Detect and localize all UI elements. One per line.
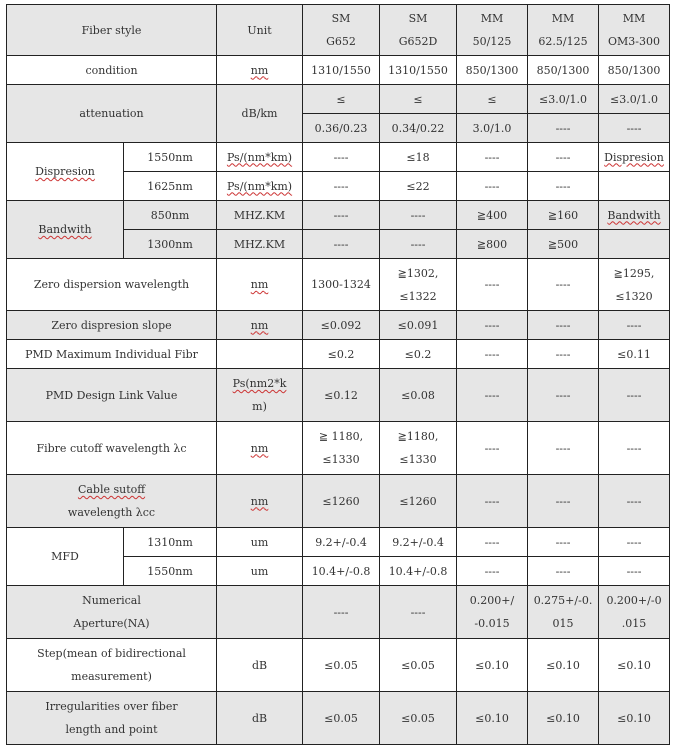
- value-cell: ≤0.10: [528, 639, 599, 692]
- value-cell: ----: [303, 143, 380, 172]
- value-cell: 10.4+/-0.8: [303, 557, 380, 586]
- fiber-style-header: Fiber style: [7, 5, 217, 56]
- unit-cell: Ps(nm2*k m): [217, 369, 303, 422]
- value-cell: ----: [599, 475, 670, 528]
- value-cell: 1310/1550: [303, 56, 380, 85]
- sub-label: 1625nm: [124, 172, 217, 201]
- value-cell: ----: [599, 311, 670, 340]
- bandwidth-row: [7, 201, 670, 230]
- value-cell: ----: [599, 114, 670, 143]
- value-cell: ----: [380, 230, 457, 259]
- unit-cell: [217, 586, 303, 639]
- zero-dispersion-wavelength-row: [7, 259, 670, 311]
- value-cell: ≧500: [528, 230, 599, 259]
- attenuation-row: [7, 85, 670, 114]
- value-cell: ≤0.05: [303, 692, 380, 745]
- sub-label: 850nm: [124, 201, 217, 230]
- unit-header: Unit: [217, 5, 303, 56]
- col-header-sm-g652d: SM G652D: [380, 5, 457, 56]
- value-cell: 10.4+/-0.8: [380, 557, 457, 586]
- dispersion-row: [7, 143, 670, 172]
- value-cell: ≤0.2: [380, 340, 457, 369]
- value-cell: ≤: [457, 85, 528, 114]
- value-cell: ----: [303, 201, 380, 230]
- value-cell: ----: [457, 528, 528, 557]
- value-cell: 9.2+/-0.4: [303, 528, 380, 557]
- unit-cell: um: [217, 557, 303, 586]
- value-cell: [599, 172, 670, 201]
- value-cell: ≧400: [457, 201, 528, 230]
- fiber-spec-table: [6, 4, 670, 745]
- step-row: [7, 639, 670, 692]
- value-cell: ≤0.11: [599, 340, 670, 369]
- unit-cell: Ps/(nm*km): [217, 172, 303, 201]
- col-header-sm-g652: SM G652: [303, 5, 380, 56]
- mfd-row: [7, 528, 670, 557]
- value-cell: 3.0/1.0: [457, 114, 528, 143]
- row-label: Bandwith: [7, 201, 124, 259]
- value-cell: Dispresion: [599, 143, 670, 172]
- unit-cell: um: [217, 528, 303, 557]
- numerical-aperture-row: [7, 586, 670, 639]
- value-cell: 0.275+/-0. 015: [528, 586, 599, 639]
- value-cell: ----: [528, 557, 599, 586]
- value-cell: ≧160: [528, 201, 599, 230]
- value-cell: 0.34/0.22: [380, 114, 457, 143]
- row-label: Cable sutoff wavelength λcc: [7, 475, 217, 528]
- value-cell: ----: [457, 475, 528, 528]
- row-label: attenuation: [7, 85, 217, 143]
- sub-label: 1300nm: [124, 230, 217, 259]
- unit-cell: nm: [217, 422, 303, 475]
- pmd-design-row: [7, 369, 670, 422]
- value-cell: ----: [457, 557, 528, 586]
- value-cell: ----: [528, 340, 599, 369]
- col-header-mm-50: MM 50/125: [457, 5, 528, 56]
- value-cell: ≤1260: [380, 475, 457, 528]
- value-cell: ----: [457, 369, 528, 422]
- col-header-mm-62: MM 62.5/125: [528, 5, 599, 56]
- unit-cell: nm: [217, 475, 303, 528]
- value-cell: ≤0.05: [380, 639, 457, 692]
- irregularities-row: [7, 692, 670, 745]
- sub-label: 1550nm: [124, 557, 217, 586]
- row-label: Numerical Aperture(NA): [7, 586, 217, 639]
- value-cell: ≤0.10: [599, 692, 670, 745]
- value-cell: ----: [528, 172, 599, 201]
- value-cell: 1300-1324: [303, 259, 380, 311]
- row-label: PMD Maximum Individual Fibr: [7, 340, 217, 369]
- value-cell: ----: [457, 259, 528, 311]
- value-cell: ----: [528, 143, 599, 172]
- value-cell: ----: [528, 311, 599, 340]
- sub-label: 1550nm: [124, 143, 217, 172]
- value-cell: ----: [303, 230, 380, 259]
- unit-cell: MHZ.KM: [217, 201, 303, 230]
- unit-cell: MHZ.KM: [217, 230, 303, 259]
- zero-dispersion-slope-row: [7, 311, 670, 340]
- sub-label: 1310nm: [124, 528, 217, 557]
- value-cell: ≤0.092: [303, 311, 380, 340]
- unit-cell: [217, 340, 303, 369]
- value-cell: 850/1300: [599, 56, 670, 85]
- row-label: PMD Design Link Value: [7, 369, 217, 422]
- value-cell: 1310/1550: [380, 56, 457, 85]
- row-label: Zero dispresion slope: [7, 311, 217, 340]
- value-cell: ≤3.0/1.0: [599, 85, 670, 114]
- unit-cell: dB: [217, 639, 303, 692]
- value-cell: ----: [303, 586, 380, 639]
- value-cell: ----: [303, 172, 380, 201]
- value-cell: 0.36/0.23: [303, 114, 380, 143]
- col-header-mm-om3: MM OM3-300: [599, 5, 670, 56]
- value-cell: ≤0.091: [380, 311, 457, 340]
- value-cell: ----: [457, 340, 528, 369]
- fibre-cutoff-row: [7, 422, 670, 475]
- value-cell: ≧1180, ≤1330: [380, 422, 457, 475]
- value-cell: ≧ 1180, ≤1330: [303, 422, 380, 475]
- row-label: MFD: [7, 528, 124, 586]
- value-cell: ----: [457, 311, 528, 340]
- value-cell: ≤1260: [303, 475, 380, 528]
- row-label: Zero dispersion wavelength: [7, 259, 217, 311]
- value-cell: ≤0.10: [457, 692, 528, 745]
- value-cell: ----: [457, 422, 528, 475]
- value-cell: 850/1300: [528, 56, 599, 85]
- value-cell: ----: [380, 586, 457, 639]
- row-label: Step(mean of bidirectional measurement): [7, 639, 217, 692]
- row-label: Fibre cutoff wavelength λc: [7, 422, 217, 475]
- row-label: Dispresion: [7, 143, 124, 201]
- value-cell: ≤0.10: [599, 639, 670, 692]
- pmd-max-row: [7, 340, 670, 369]
- value-cell: ≤22: [380, 172, 457, 201]
- unit-cell: dB: [217, 692, 303, 745]
- value-cell: ----: [528, 114, 599, 143]
- unit-cell: dB/km: [217, 85, 303, 143]
- value-cell: 0.200+/ -0.015: [457, 586, 528, 639]
- unit-cell: Ps/(nm*km): [217, 143, 303, 172]
- value-cell: ≤: [303, 85, 380, 114]
- unit-cell: nm: [217, 56, 303, 85]
- value-cell: ≤0.12: [303, 369, 380, 422]
- value-cell: ----: [599, 422, 670, 475]
- value-cell: ----: [599, 528, 670, 557]
- value-cell: ≧1295, ≤1320: [599, 259, 670, 311]
- value-cell: ≧1302, ≤1322: [380, 259, 457, 311]
- value-cell: ≤: [380, 85, 457, 114]
- value-cell: 9.2+/-0.4: [380, 528, 457, 557]
- value-cell: ----: [528, 259, 599, 311]
- header-row: [7, 5, 670, 56]
- value-cell: ≧800: [457, 230, 528, 259]
- value-cell: ≤0.10: [457, 639, 528, 692]
- condition-row: [7, 56, 670, 85]
- value-cell: ≤0.2: [303, 340, 380, 369]
- row-label: condition: [7, 56, 217, 85]
- value-cell: ----: [457, 143, 528, 172]
- unit-cell: nm: [217, 259, 303, 311]
- row-label: Irregularities over fiber length and point: [7, 692, 217, 745]
- value-cell: ----: [528, 475, 599, 528]
- value-cell: 0.200+/-0 .015: [599, 586, 670, 639]
- value-cell: 850/1300: [457, 56, 528, 85]
- value-cell: [599, 230, 670, 259]
- value-cell: ----: [457, 172, 528, 201]
- value-cell: ----: [599, 557, 670, 586]
- value-cell: ≤0.08: [380, 369, 457, 422]
- value-cell: ≤0.05: [303, 639, 380, 692]
- value-cell: ≤3.0/1.0: [528, 85, 599, 114]
- value-cell: Bandwith: [599, 201, 670, 230]
- value-cell: ----: [528, 528, 599, 557]
- value-cell: ----: [528, 369, 599, 422]
- value-cell: ----: [599, 369, 670, 422]
- value-cell: ≤0.10: [528, 692, 599, 745]
- value-cell: ----: [380, 201, 457, 230]
- value-cell: ----: [528, 422, 599, 475]
- value-cell: ≤18: [380, 143, 457, 172]
- value-cell: ≤0.05: [380, 692, 457, 745]
- cable-cutoff-row: [7, 475, 670, 528]
- unit-cell: nm: [217, 311, 303, 340]
